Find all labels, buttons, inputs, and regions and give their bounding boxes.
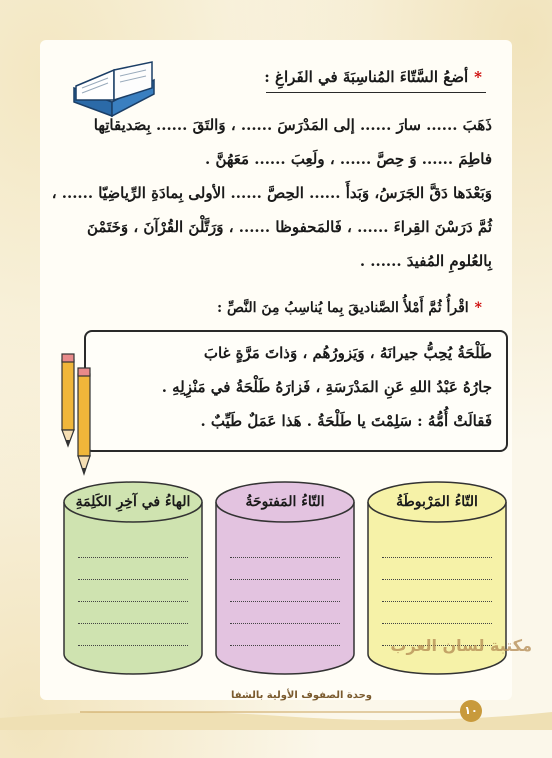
section2-title: [217, 300, 482, 316]
answer-line[interactable]: [382, 536, 492, 558]
answer-line[interactable]: [382, 558, 492, 580]
answer-line[interactable]: [382, 580, 492, 602]
exercise-line-3[interactable]: وَبَعْدَها دَقَّ الجَرَسُ، وَبَدأَ ...... الحِصَّ ...... الأولى بِمادَةِ الرِّياضِيّا ...... ،: [51, 184, 492, 202]
answer-line[interactable]: [78, 536, 188, 558]
open-book-icon: [68, 58, 160, 120]
answer-lines[interactable]: [382, 536, 492, 646]
answer-line[interactable]: [230, 602, 340, 624]
section2-title-text: اقْرأُ ثُمَّ أَمْلأُ الصَّناديقَ بِما يُناسِبُ مِنَ النَّصِّ :: [216, 300, 469, 316]
watermark-text: مكتبة لسان العرب: [390, 636, 532, 655]
section1-title-text: أضعُ السَّتّاءَ المُناسِبَةَ في الفَراغِ :: [264, 68, 469, 86]
passage-line-1: طَلْحَةُ يُحِبُّ جيرانَهُ ، وَيَزورُهُم ، وَذاتَ مَرَّةٍ غابَ: [203, 344, 492, 362]
section1-title: [264, 68, 482, 86]
title-underline: [266, 92, 486, 93]
box-label-ta-marbuta: التّاءُ المَرْبوطَةُ: [396, 494, 478, 510]
exercise-line-4[interactable]: ثُمَّ دَرَسْنَ القِراءَ ...... ، فَالمَحفوظا ...... ، وَرَتَّلْنَ القُرْآنَ ، وَخَتَمْنَ: [87, 218, 492, 236]
answer-line[interactable]: [78, 602, 188, 624]
answer-line[interactable]: [230, 580, 340, 602]
answer-line[interactable]: [230, 624, 340, 646]
exercise-line-2[interactable]: فاطِمَ ...... وَ حِصَّ ...... ، ولَعِبَ ...... مَعَهُنَّ .: [205, 150, 492, 168]
answer-line[interactable]: [230, 536, 340, 558]
box-label-ta-maftuha: التّاءُ المَفتوحَةُ: [245, 494, 325, 510]
pencils-icon: [58, 350, 108, 480]
answer-line[interactable]: [230, 558, 340, 580]
star-icon: *: [474, 68, 482, 86]
answer-lines[interactable]: [230, 536, 340, 646]
passage-line-3: فَقالَتْ أُمُّهُ : سَلِمْتَ يا طَلْحَةُ . هَذا عَمَلٌ طَيِّبٌ .: [200, 412, 492, 430]
passage-box: [84, 330, 508, 452]
box-ha-end-of-word[interactable]: [60, 478, 206, 678]
exercise-line-1[interactable]: ذَهَبَ ...... سارَ ...... إلى المَدْرَسَ ...... ، وَالتَقَ ...... بِصَديقاتِها: [93, 116, 492, 134]
box-label-ha: الهاءُ في آخِرِ الكَلِمَةِ: [75, 494, 191, 510]
answer-line[interactable]: [382, 602, 492, 624]
box-ta-maftuha[interactable]: [212, 478, 358, 678]
star-icon: *: [474, 300, 482, 316]
answer-line[interactable]: [78, 580, 188, 602]
answer-line[interactable]: [78, 624, 188, 646]
passage-line-2: جارُهُ عَبْدُ اللهِ عَنِ المَدْرَسَةِ ، فَزارَهُ طَلْحَةُ في مَنْزِلِهِ .: [161, 378, 492, 396]
page-number: ١٠: [460, 700, 482, 722]
footer-text: وحدة الصفوف الأولية بالشفا: [230, 690, 372, 701]
answer-line[interactable]: [78, 558, 188, 580]
exercise-line-5[interactable]: بِالعُلومِ المُفيدَ ...... .: [359, 252, 492, 270]
answer-lines[interactable]: [78, 536, 188, 646]
